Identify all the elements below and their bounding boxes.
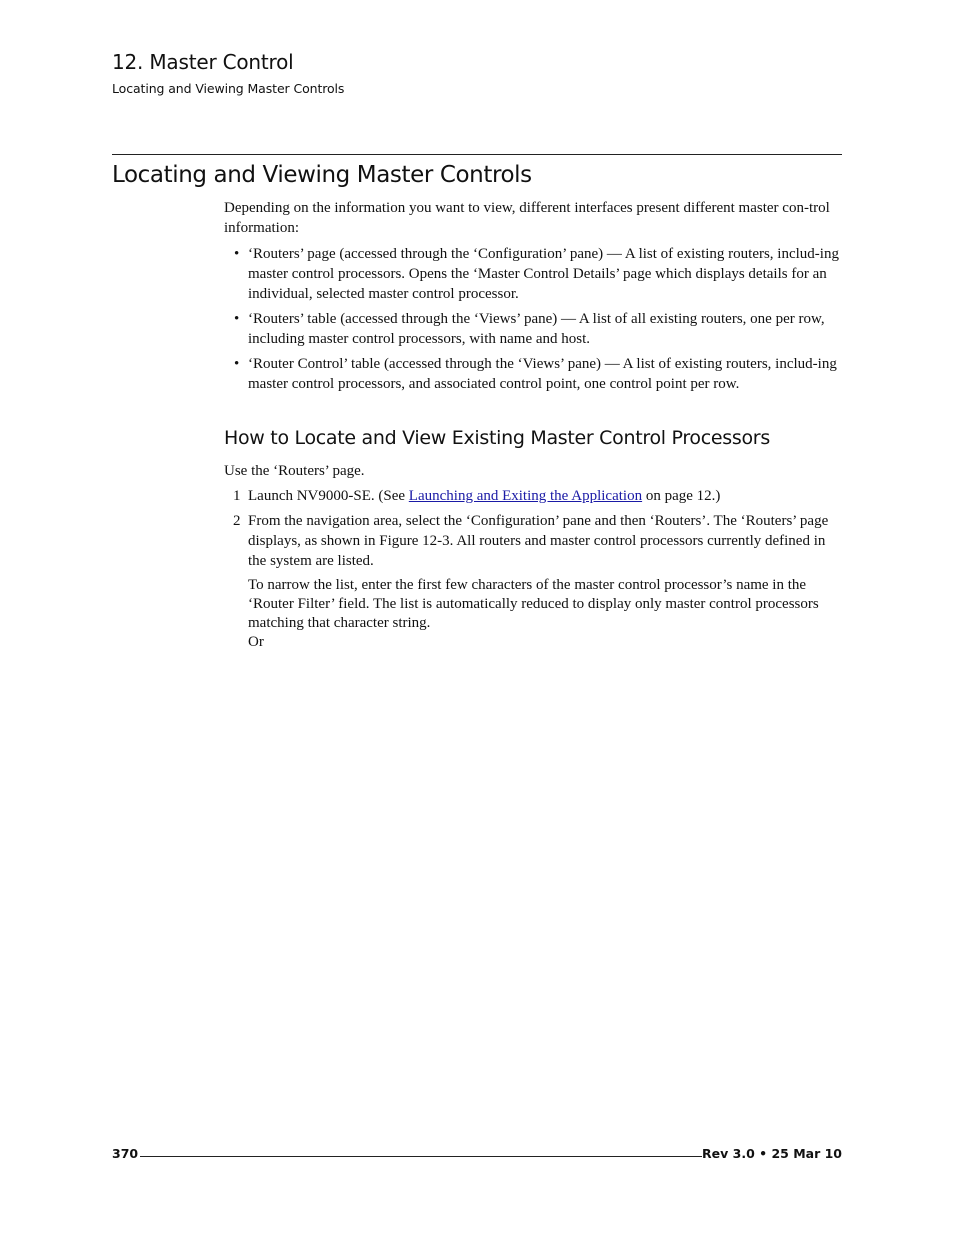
step-number: 1 [233,488,241,504]
bullet-text: ‘Routers’ table (accessed through the ‘Views’ pane) — A list of all existing routers, one per row, including master control processors, with name and host. [248,311,825,347]
lead-paragraph: Use the ‘Routers’ page. [224,463,365,479]
step-1 [224,486,840,506]
section-title: Locating and Viewing Master Controls [112,162,532,188]
revision-label: Rev 3.0 • 25 Mar 10 [702,1146,842,1161]
footer-divider [140,1156,702,1157]
bullet-text: ‘Routers’ page (accessed through the ‘Configuration’ pane) — A list of existing routers, includ-ing master control processors. Opens the ‘Master Control Details’ page which displays details for an individual, selected master control processor. [248,246,839,302]
chapter-title: 12. Master Control [112,50,294,74]
intro-paragraph: Depending on the information you want to view, different interfaces present different master con-trol information: [224,200,830,236]
bullet-marker: • [234,246,240,262]
bullet-marker: • [234,311,240,327]
running-header: Locating and Viewing Master Controls [112,81,345,96]
bullet-text: ‘Router Control’ table (accessed through the ‘Views’ pane) — A list of existing routers, includ-ing master control processors, and associated control point, one control point per row. [248,356,837,392]
list-item [224,309,840,349]
step-2 [224,511,840,571]
list-item [224,244,840,304]
subsection-title: How to Locate and View Existing Master Control Processors [224,427,770,449]
step-text: From the navigation area, select the ‘Configuration’ pane and then ‘Routers’. The ‘Routers’ page displays, as shown in Figure 12-3. All routers and master control processors currently defined in the system are listed. [248,513,829,569]
header-divider [112,154,842,155]
step-text-before: Launch NV9000-SE. (See [248,488,409,504]
launching-link[interactable]: Launching and Exiting the Application [408,488,643,504]
page-number: 370 [112,1146,139,1161]
step-text-after: on page 12.) [642,488,721,504]
or-paragraph: Or [248,634,264,650]
step-number: 2 [233,513,241,529]
bullet-marker: • [234,356,240,372]
narrow-list-paragraph: To narrow the list, enter the first few characters of the master control processor’s name in the ‘Router Filter’ field. The list is automatically reduced to display only master control processors matching that character string. [248,577,819,631]
main-content [224,198,840,652]
list-item [224,354,840,394]
